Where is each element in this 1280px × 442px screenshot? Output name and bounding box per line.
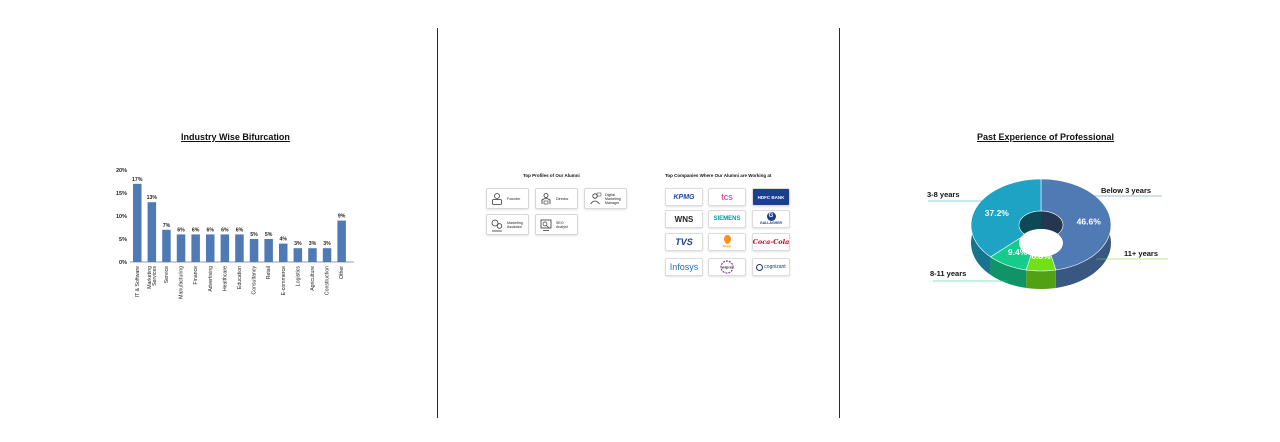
y-tick-label: 5% [119, 237, 127, 243]
profile-label: Marketing Assistant [507, 220, 523, 229]
profile-card-director [535, 188, 578, 209]
category-label: Healthcare [222, 266, 229, 292]
director-icon [539, 192, 553, 206]
company-logo-siemens: SIEMENS [708, 210, 746, 228]
slice-value-label: 37.2% [984, 207, 1009, 218]
company-logo-infosys: Infosys [665, 258, 703, 276]
cognizant-icon [756, 264, 763, 271]
bar-value-label: 3% [323, 241, 331, 248]
donut-side [1026, 270, 1056, 289]
manager-icon [588, 192, 602, 206]
companies-title: Top Companies Where Our Alumni are Working at [665, 173, 772, 178]
bar-value-label: 9% [337, 213, 346, 220]
profile-card-manager [584, 188, 627, 209]
bar [162, 230, 171, 262]
bar-value-label: 5% [264, 232, 273, 238]
slice-category-label: 8-11 years [930, 269, 967, 278]
bar [177, 234, 186, 262]
category-label: IT & Software [134, 266, 141, 298]
bar [191, 234, 200, 262]
bar-value-label: 6% [221, 227, 229, 234]
company-logo-hdfc: HDFC BANK [752, 188, 790, 206]
profile-card-assistant [486, 214, 529, 235]
profile-label: Founder [507, 196, 521, 201]
bar-value-label: 13% [146, 195, 158, 202]
category-label: Retail [266, 266, 273, 280]
bar-value-label: 17% [132, 176, 143, 183]
profile-card-founder [486, 188, 529, 209]
right-divider [839, 28, 840, 418]
category-label: Logistics [295, 266, 302, 287]
category-label: Manufacturing [178, 266, 185, 299]
bar [250, 239, 258, 262]
profile-label: Digital Marketing Manager [605, 192, 621, 205]
bar [294, 248, 303, 262]
slice-category-label: 11+ years [1124, 249, 1158, 258]
gallagher-label: GALLAGHER [759, 221, 783, 225]
company-logo-swiggy [708, 233, 746, 251]
left-divider [437, 28, 438, 418]
profile-card-analyst [535, 214, 578, 235]
y-tick-label: 10% [115, 214, 127, 220]
y-tick-label: 20% [115, 168, 127, 174]
bar-value-label: 4% [279, 236, 287, 243]
wipro-label: wipro [721, 264, 733, 270]
bar [133, 184, 142, 262]
category-label: Advertising [207, 266, 214, 292]
bar [206, 234, 215, 262]
bar-value-label: 7% [162, 222, 171, 229]
slice-value-label: 9.4% [1007, 247, 1028, 258]
industry-title: Industry Wise Bifurcation [181, 132, 290, 142]
slice-category-label: 3-8 years [927, 190, 960, 199]
slice-value-label: 6.8% [1031, 251, 1051, 261]
cognizant-label: cognizant [764, 264, 786, 270]
company-logo-cognizant [752, 258, 790, 276]
industry-bar-chart [100, 150, 380, 330]
bar-value-label: 3% [308, 241, 317, 248]
category-label: MarketingServices [146, 266, 158, 289]
slice-category-label: Below 3 years [1101, 186, 1152, 195]
profile-label: SEO Analyst [556, 220, 568, 229]
bar [264, 239, 273, 262]
category-label: E-commerce [280, 266, 287, 296]
bar [323, 248, 332, 262]
company-logo-cocacola: Coca-Cola [752, 233, 790, 251]
founder-icon [490, 192, 504, 206]
bar [235, 234, 244, 262]
bar [337, 221, 346, 262]
category-label: Consultancy [251, 266, 258, 295]
profiles-title: Top Profiles of Our Alumni [523, 173, 580, 178]
experience-donut-chart [900, 150, 1190, 310]
y-tick-label: 15% [115, 191, 127, 197]
analyst-icon [539, 218, 553, 232]
company-logo-tcs: tcs [708, 188, 746, 206]
company-logo-gallagher [752, 210, 790, 228]
company-logo-tvs: TVS [665, 233, 703, 251]
company-logo-kpmg: KPMG [665, 188, 703, 206]
bar [221, 234, 230, 262]
swiggy-label: Swiggy [722, 245, 732, 248]
bar [308, 248, 317, 262]
category-label: Construction [324, 266, 331, 296]
company-logo-wns: WNS [665, 210, 703, 228]
bar-value-label: 5% [250, 232, 258, 238]
bar-value-label: 6% [177, 227, 185, 234]
bar [148, 202, 157, 262]
swiggy-icon [724, 235, 731, 244]
bar-value-label: 6% [235, 227, 244, 234]
experience-title: Past Experience of Professional [977, 132, 1115, 142]
wipro-icon [719, 260, 735, 274]
y-tick-label: 0% [119, 260, 127, 266]
gallagher-icon: G [767, 212, 776, 221]
bar-value-label: 6% [191, 227, 200, 234]
profile-label: Director [556, 196, 569, 201]
bar [279, 244, 288, 262]
bar-value-label: 6% [206, 227, 214, 234]
category-label: Other [339, 266, 346, 279]
company-logo-wipro [708, 258, 746, 276]
category-label: Service [163, 266, 170, 284]
assistant-icon [490, 218, 504, 232]
category-label: Finance [193, 266, 200, 285]
slice-value-label: 46.6% [1076, 216, 1101, 227]
category-label: Education [236, 266, 243, 290]
category-label: Agriculture [309, 266, 316, 291]
bar-value-label: 3% [294, 241, 302, 248]
